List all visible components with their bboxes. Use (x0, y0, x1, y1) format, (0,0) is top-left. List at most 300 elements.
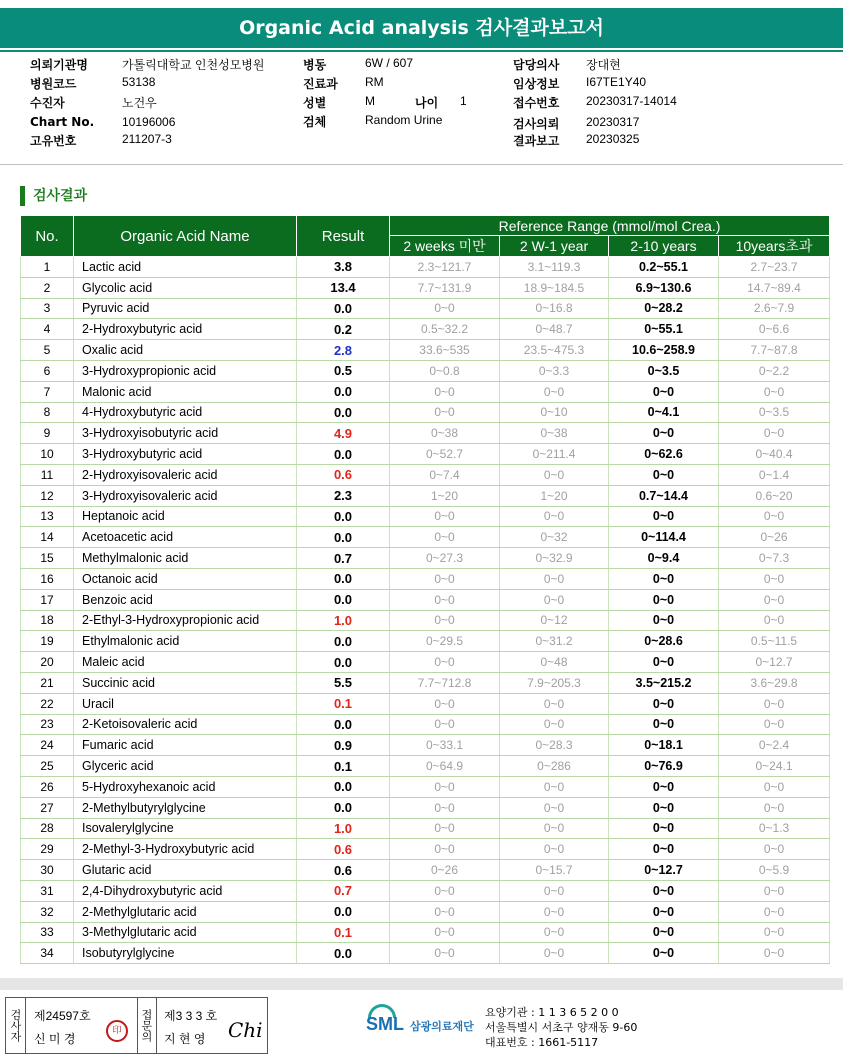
examiner-name: 신 미 경 (34, 1032, 76, 1046)
row-ref-2-10y: 10.6~258.9 (609, 340, 719, 361)
row-no: 1 (21, 257, 74, 278)
row-result: 1.0 (297, 610, 390, 631)
row-no: 31 (21, 880, 74, 901)
row-no: 22 (21, 693, 74, 714)
row-result: 0.1 (297, 922, 390, 943)
row-no: 13 (21, 506, 74, 527)
row-ref-2w1y: 0~0 (500, 381, 609, 402)
row-no: 32 (21, 901, 74, 922)
row-ref-2-10y: 0~0 (609, 652, 719, 673)
row-no: 33 (21, 922, 74, 943)
clinical-value: I67TE1Y40 (586, 75, 647, 89)
row-ref-2w1y: 0~0 (500, 901, 609, 922)
row-ref-2w1y: 0~32 (500, 527, 609, 548)
row-ref-10y: 0~7.3 (719, 548, 830, 569)
row-ref-2weeks: 0~27.3 (390, 548, 500, 569)
row-ref-2-10y: 0~0 (609, 381, 719, 402)
row-ref-2weeks: 0~0 (390, 922, 500, 943)
row-ref-2-10y: 3.5~215.2 (609, 672, 719, 693)
row-name: Benzoic acid (74, 589, 297, 610)
unique-label: 고유번호 (30, 134, 77, 148)
row-ref-10y: 0~3.5 (719, 402, 830, 423)
row-result: 1.0 (297, 818, 390, 839)
row-ref-2weeks: 0~0.8 (390, 360, 500, 381)
row-ref-10y: 0~0 (719, 776, 830, 797)
row-ref-2weeks: 0~0 (390, 901, 500, 922)
table-row (21, 506, 830, 527)
row-no: 17 (21, 589, 74, 610)
row-ref-2weeks: 0~29.5 (390, 631, 500, 652)
row-ref-2w1y: 0~0 (500, 776, 609, 797)
seal-stamp: 印 (106, 1020, 128, 1042)
col-result-header: Result (297, 216, 390, 257)
row-result: 0.0 (297, 568, 390, 589)
row-ref-10y: 0~5.9 (719, 860, 830, 881)
row-ref-2weeks: 0~0 (390, 943, 500, 964)
row-ref-10y: 0~0 (719, 797, 830, 818)
row-no: 6 (21, 360, 74, 381)
row-ref-2w1y: 0~16.8 (500, 298, 609, 319)
row-ref-2w1y: 0~211.4 (500, 444, 609, 465)
row-ref-10y: 0~2.4 (719, 735, 830, 756)
patient-info (30, 56, 830, 152)
row-ref-2-10y: 0~4.1 (609, 402, 719, 423)
row-result: 0.2 (297, 319, 390, 340)
row-ref-2-10y: 0~0 (609, 901, 719, 922)
row-name: Malonic acid (74, 381, 297, 402)
row-ref-10y: 0~0 (719, 714, 830, 735)
divider (0, 164, 843, 165)
row-no: 18 (21, 610, 74, 631)
row-ref-2-10y: 0~55.1 (609, 319, 719, 340)
row-ref-10y: 0~6.6 (719, 319, 830, 340)
row-ref-10y: 0~26 (719, 527, 830, 548)
row-no: 9 (21, 423, 74, 444)
row-no: 27 (21, 797, 74, 818)
institution-label: 의뢰기관명 (30, 58, 88, 72)
row-ref-10y: 0~0 (719, 506, 830, 527)
row-ref-2-10y: 0~0 (609, 922, 719, 943)
org-name: 삼광의료재단 (410, 1020, 474, 1033)
row-result: 0.0 (297, 797, 390, 818)
row-name: Heptanoic acid (74, 506, 297, 527)
row-result: 0.9 (297, 735, 390, 756)
table-row (21, 257, 830, 278)
row-ref-2weeks: 0~0 (390, 776, 500, 797)
row-ref-2weeks: 1~20 (390, 485, 500, 506)
row-no: 19 (21, 631, 74, 652)
row-ref-2weeks: 7.7~131.9 (390, 277, 500, 298)
row-ref-2-10y: 0~114.4 (609, 527, 719, 548)
row-name: 3-Methylglutaric acid (74, 922, 297, 943)
row-result: 0.6 (297, 464, 390, 485)
hospital-code-label: 병원코드 (30, 77, 77, 91)
row-ref-10y: 0~0 (719, 568, 830, 589)
row-name: Glyceric acid (74, 756, 297, 777)
row-no: 11 (21, 464, 74, 485)
row-ref-2w1y: 0~0 (500, 568, 609, 589)
chart-label: Chart No. (30, 115, 95, 129)
checker-signature: Chi (228, 1018, 263, 1042)
row-result: 0.0 (297, 776, 390, 797)
row-ref-2w1y: 0~0 (500, 506, 609, 527)
row-ref-2-10y: 0~18.1 (609, 735, 719, 756)
row-name: Lactic acid (74, 257, 297, 278)
row-result: 0.0 (297, 381, 390, 402)
row-ref-10y: 0~0 (719, 880, 830, 901)
row-ref-10y: 0~2.2 (719, 360, 830, 381)
row-result: 0.0 (297, 652, 390, 673)
col-ref-2-10y: 2-10 years (609, 236, 719, 257)
row-ref-10y: 0~0 (719, 839, 830, 860)
table-row (21, 402, 830, 423)
row-name: 4-Hydroxybutyric acid (74, 402, 297, 423)
row-ref-2w1y: 0~48 (500, 652, 609, 673)
row-no: 21 (21, 672, 74, 693)
row-name: Acetoacetic acid (74, 527, 297, 548)
row-no: 3 (21, 298, 74, 319)
report-date-value: 20230325 (586, 132, 640, 146)
row-ref-10y: 0.6~20 (719, 485, 830, 506)
table-row (21, 776, 830, 797)
row-ref-2weeks: 0~64.9 (390, 756, 500, 777)
row-name: 2-Hydroxybutyric acid (74, 319, 297, 340)
row-name: Pyruvic acid (74, 298, 297, 319)
row-result: 5.5 (297, 672, 390, 693)
table-row (21, 860, 830, 881)
table-row (21, 464, 830, 485)
row-ref-2w1y: 0~3.3 (500, 360, 609, 381)
row-ref-2-10y: 0~0 (609, 943, 719, 964)
row-ref-2weeks: 0~0 (390, 818, 500, 839)
row-ref-2w1y: 0~0 (500, 714, 609, 735)
row-ref-2w1y: 0~0 (500, 797, 609, 818)
row-result: 0.6 (297, 860, 390, 881)
row-no: 5 (21, 340, 74, 361)
row-no: 29 (21, 839, 74, 860)
row-ref-10y: 0~0 (719, 922, 830, 943)
row-ref-2weeks: 0~0 (390, 568, 500, 589)
row-no: 24 (21, 735, 74, 756)
col-ref-2w1y: 2 W-1 year (500, 236, 609, 257)
row-ref-2weeks: 0~0 (390, 880, 500, 901)
row-ref-2-10y: 0.2~55.1 (609, 257, 719, 278)
row-name: 5-Hydroxyhexanoic acid (74, 776, 297, 797)
row-ref-2w1y: 0~48.7 (500, 319, 609, 340)
row-ref-2w1y: 23.5~475.3 (500, 340, 609, 361)
row-no: 8 (21, 402, 74, 423)
table-row (21, 756, 830, 777)
row-name: 2-Methyl-3-Hydroxybutyric acid (74, 839, 297, 860)
row-ref-2-10y: 0.7~14.4 (609, 485, 719, 506)
row-ref-2-10y: 0~0 (609, 589, 719, 610)
row-no: 28 (21, 818, 74, 839)
row-name: 2-Ethyl-3-Hydroxypropionic acid (74, 610, 297, 631)
row-ref-2w1y: 0~0 (500, 880, 609, 901)
table-row (21, 922, 830, 943)
row-name: 3-Hydroxyisobutyric acid (74, 423, 297, 444)
row-ref-2w1y: 0~0 (500, 693, 609, 714)
chart-value: 10196006 (122, 115, 176, 129)
row-ref-2w1y: 0~15.7 (500, 860, 609, 881)
ward-value: 6W / 607 (365, 56, 414, 70)
row-no: 15 (21, 548, 74, 569)
row-result: 0.5 (297, 360, 390, 381)
row-ref-2-10y: 0~0 (609, 693, 719, 714)
table-row (21, 423, 830, 444)
row-no: 26 (21, 776, 74, 797)
row-ref-10y: 0~0 (719, 423, 830, 444)
checker-name: 지 현 영 (164, 1032, 206, 1046)
row-ref-2weeks: 0~0 (390, 589, 500, 610)
row-ref-2-10y: 0~0 (609, 797, 719, 818)
row-name: 2-Methylbutyrylglycine (74, 797, 297, 818)
row-name: 3-Hydroxypropionic acid (74, 360, 297, 381)
checker-label: 접문의 (137, 998, 157, 1053)
dept-value: RM (365, 75, 384, 89)
row-no: 16 (21, 568, 74, 589)
table-row (21, 298, 830, 319)
row-ref-2weeks: 0~52.7 (390, 444, 500, 465)
row-name: Fumaric acid (74, 735, 297, 756)
specimen-value: Random Urine (365, 113, 443, 127)
table-row (21, 943, 830, 964)
results-table (20, 215, 830, 964)
row-ref-2-10y: 0~0 (609, 880, 719, 901)
checker-no: 제3 3 3 호 (164, 1009, 218, 1023)
row-ref-2weeks: 0~26 (390, 860, 500, 881)
row-ref-10y: 0~0 (719, 589, 830, 610)
row-ref-2weeks: 0~38 (390, 423, 500, 444)
footer-line2: 서울특별시 서초구 양재동 9-60 (485, 1021, 638, 1034)
table-row (21, 735, 830, 756)
row-ref-2w1y: 0~0 (500, 589, 609, 610)
row-name: Succinic acid (74, 672, 297, 693)
row-ref-2-10y: 0~28.2 (609, 298, 719, 319)
patient-value: 노건우 (122, 96, 157, 110)
row-name: Uracil (74, 693, 297, 714)
row-no: 25 (21, 756, 74, 777)
row-ref-2weeks: 0~0 (390, 839, 500, 860)
row-ref-2-10y: 0~0 (609, 714, 719, 735)
row-result: 0.0 (297, 631, 390, 652)
table-row (21, 797, 830, 818)
row-ref-2-10y: 0~0 (609, 464, 719, 485)
table-row (21, 839, 830, 860)
row-ref-2-10y: 0~0 (609, 839, 719, 860)
row-name: Isovalerylglycine (74, 818, 297, 839)
table-row (21, 485, 830, 506)
row-ref-2w1y: 7.9~205.3 (500, 672, 609, 693)
row-name: Methylmalonic acid (74, 548, 297, 569)
row-ref-2w1y: 0~0 (500, 922, 609, 943)
sex-label: 성별 (303, 96, 327, 110)
row-name: 3-Hydroxybutyric acid (74, 444, 297, 465)
row-ref-2w1y: 18.9~184.5 (500, 277, 609, 298)
ward-label: 병동 (303, 58, 327, 72)
patient-label: 수진자 (30, 96, 65, 110)
row-ref-10y: 0~0 (719, 943, 830, 964)
row-ref-10y: 0.5~11.5 (719, 631, 830, 652)
col-ref-2weeks: 2 weeks 미만 (390, 236, 500, 257)
row-ref-10y: 14.7~89.4 (719, 277, 830, 298)
receipt-label: 접수번호 (513, 96, 560, 110)
row-ref-2-10y: 0~0 (609, 610, 719, 631)
row-ref-2-10y: 0~76.9 (609, 756, 719, 777)
row-result: 0.0 (297, 506, 390, 527)
row-ref-2-10y: 0~3.5 (609, 360, 719, 381)
row-ref-2-10y: 0~0 (609, 818, 719, 839)
row-result: 0.0 (297, 901, 390, 922)
table-row (21, 444, 830, 465)
dept-label: 진료과 (303, 77, 338, 91)
row-result: 2.3 (297, 485, 390, 506)
table-row (21, 693, 830, 714)
row-result: 13.4 (297, 277, 390, 298)
row-ref-10y: 0~1.4 (719, 464, 830, 485)
row-ref-2weeks: 0~0 (390, 527, 500, 548)
row-ref-2-10y: 0~0 (609, 423, 719, 444)
row-ref-2w1y: 0~0 (500, 839, 609, 860)
row-result: 2.8 (297, 340, 390, 361)
row-ref-10y: 0~0 (719, 693, 830, 714)
row-ref-2weeks: 33.6~535 (390, 340, 500, 361)
row-no: 23 (21, 714, 74, 735)
footer-line3: 대표번호 : 1661-5117 (485, 1036, 599, 1049)
row-name: Octanoic acid (74, 568, 297, 589)
row-result: 0.7 (297, 548, 390, 569)
signature-box (5, 997, 268, 1054)
row-ref-2w1y: 1~20 (500, 485, 609, 506)
row-ref-2w1y: 0~38 (500, 423, 609, 444)
report-title: Organic Acid analysis 검사결과보고서 (0, 8, 843, 48)
row-ref-2weeks: 0~7.4 (390, 464, 500, 485)
row-ref-2weeks: 0.5~32.2 (390, 319, 500, 340)
specimen-label: 검체 (303, 115, 327, 129)
row-ref-2w1y: 0~0 (500, 818, 609, 839)
examiner-no: 제24597호 (34, 1009, 91, 1023)
row-ref-2w1y: 0~0 (500, 943, 609, 964)
row-name: Isobutyrylglycine (74, 943, 297, 964)
row-no: 14 (21, 527, 74, 548)
table-row (21, 672, 830, 693)
row-name: 2-Ketoisovaleric acid (74, 714, 297, 735)
clinical-label: 임상정보 (513, 77, 560, 91)
row-no: 30 (21, 860, 74, 881)
table-row (21, 610, 830, 631)
col-ref-10y: 10years초과 (719, 236, 830, 257)
row-ref-2weeks: 7.7~712.8 (390, 672, 500, 693)
row-ref-2w1y: 0~0 (500, 464, 609, 485)
table-row (21, 340, 830, 361)
hospital-code-value: 53138 (122, 75, 156, 89)
age-value: 1 (460, 94, 467, 108)
row-ref-2weeks: 2.3~121.7 (390, 257, 500, 278)
row-ref-10y: 0~0 (719, 610, 830, 631)
col-ref-header: Reference Range (mmol/mol Crea.) (390, 216, 830, 236)
col-no-header: No. (21, 216, 74, 257)
table-row (21, 548, 830, 569)
request-value: 20230317 (586, 115, 640, 129)
row-ref-2weeks: 0~0 (390, 402, 500, 423)
row-ref-2-10y: 0~12.7 (609, 860, 719, 881)
row-ref-2-10y: 0~0 (609, 776, 719, 797)
row-ref-2w1y: 0~32.9 (500, 548, 609, 569)
row-ref-10y: 7.7~87.8 (719, 340, 830, 361)
section-title: 검사결과 (20, 186, 87, 206)
row-ref-10y: 0~0 (719, 901, 830, 922)
row-result: 0.0 (297, 527, 390, 548)
footer-line1: 요양기관 : 1 1 3 6 5 2 0 0 (485, 1006, 619, 1019)
row-name: 3-Hydroxyisovaleric acid (74, 485, 297, 506)
sex-value: M (365, 94, 375, 108)
age-label: 나이 (415, 96, 439, 110)
table-row (21, 360, 830, 381)
row-ref-10y: 2.6~7.9 (719, 298, 830, 319)
logo-text: SML (366, 1014, 404, 1034)
doctor-value: 장대현 (586, 58, 621, 72)
footer-info (485, 1005, 637, 1050)
receipt-value: 20230317-14014 (586, 94, 677, 108)
row-ref-2weeks: 0~0 (390, 693, 500, 714)
row-ref-2weeks: 0~0 (390, 714, 500, 735)
row-no: 20 (21, 652, 74, 673)
table-row (21, 319, 830, 340)
row-name: 2-Methylglutaric acid (74, 901, 297, 922)
row-result: 0.0 (297, 402, 390, 423)
row-no: 34 (21, 943, 74, 964)
row-ref-10y: 0~40.4 (719, 444, 830, 465)
table-row (21, 568, 830, 589)
row-ref-2weeks: 0~0 (390, 381, 500, 402)
report-date-label: 결과보고 (513, 134, 560, 148)
row-ref-2-10y: 0~62.6 (609, 444, 719, 465)
table-row (21, 880, 830, 901)
row-ref-2weeks: 0~0 (390, 610, 500, 631)
row-ref-2w1y: 3.1~119.3 (500, 257, 609, 278)
doctor-label: 담당의사 (513, 58, 560, 72)
table-row (21, 652, 830, 673)
institution-value: 가톨릭대학교 인천성모병원 (122, 58, 265, 72)
row-result: 3.8 (297, 257, 390, 278)
row-name: Glutaric acid (74, 860, 297, 881)
table-row (21, 381, 830, 402)
row-name: Ethylmalonic acid (74, 631, 297, 652)
row-ref-2weeks: 0~0 (390, 797, 500, 818)
row-ref-10y: 0~24.1 (719, 756, 830, 777)
row-name: Oxalic acid (74, 340, 297, 361)
row-result: 0.6 (297, 839, 390, 860)
row-ref-10y: 0~12.7 (719, 652, 830, 673)
row-ref-2w1y: 0~12 (500, 610, 609, 631)
examiner-label: 검사자 (6, 998, 26, 1053)
row-ref-2-10y: 0~9.4 (609, 548, 719, 569)
row-result: 0.0 (297, 943, 390, 964)
row-ref-2-10y: 0~0 (609, 568, 719, 589)
row-name: 2,4-Dihydroxybutyric acid (74, 880, 297, 901)
row-no: 4 (21, 319, 74, 340)
row-ref-2w1y: 0~28.3 (500, 735, 609, 756)
row-ref-2-10y: 0~28.6 (609, 631, 719, 652)
table-row (21, 527, 830, 548)
row-result: 0.0 (297, 298, 390, 319)
row-ref-2-10y: 6.9~130.6 (609, 277, 719, 298)
row-ref-10y: 3.6~29.8 (719, 672, 830, 693)
row-ref-2weeks: 0~0 (390, 652, 500, 673)
row-name: 2-Hydroxyisovaleric acid (74, 464, 297, 485)
row-result: 0.1 (297, 756, 390, 777)
row-name: Maleic acid (74, 652, 297, 673)
